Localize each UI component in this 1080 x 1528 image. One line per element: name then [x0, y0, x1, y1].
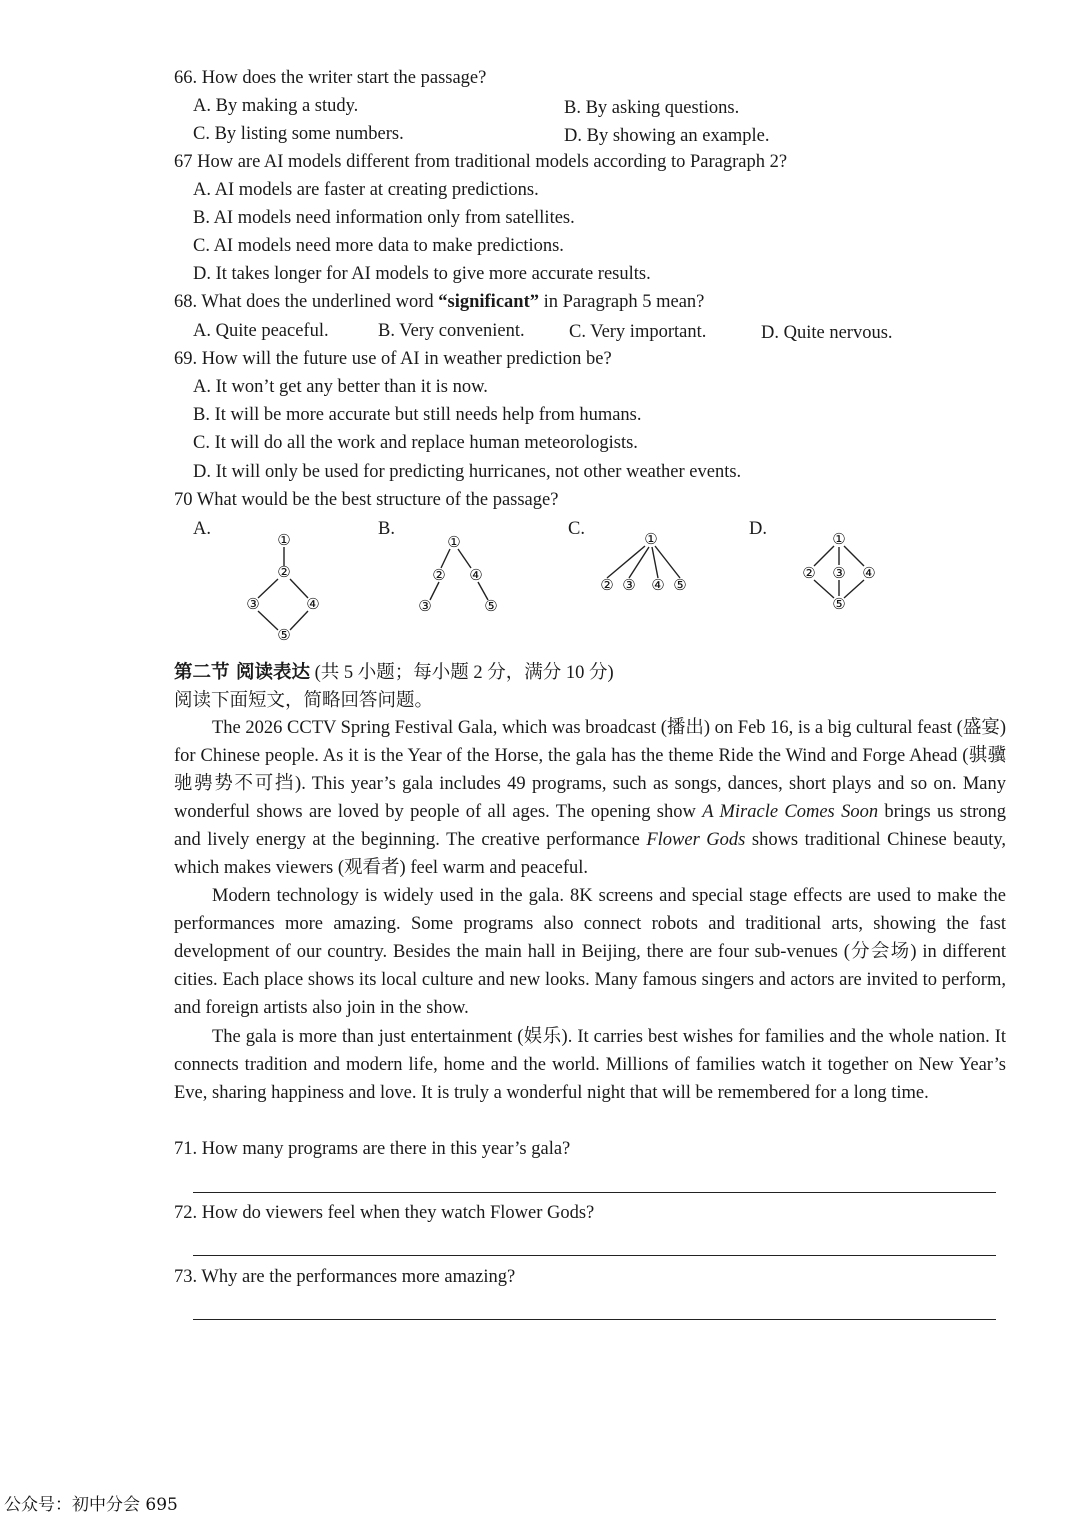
answer-line-71[interactable] [193, 1192, 996, 1193]
node-3: ③ [832, 564, 846, 582]
question-66-option-a: A. By making a study. [193, 96, 359, 116]
question-66-option-b: B. By asking questions. [564, 98, 740, 118]
question-68-option-c: C. Very important. [569, 322, 707, 342]
node-1: ① [832, 530, 846, 548]
node-3: ③ [246, 595, 260, 613]
question-71: 71. How many programs are there in this year’s gala? [174, 1139, 571, 1159]
node-5: ⑤ [832, 595, 846, 613]
node-2: ② [600, 576, 614, 594]
node-5: ⑤ [484, 597, 498, 615]
passage-paragraph-3: The gala is more than just entertainment (娱乐). It carries best wishes for families and the whole nation. It connects tradition and modern life, home and the world. Millions of families watch it together on New Year’s Eve, sharing happiness and love. It is truly a wonderful night that will be remembered for a long time. [174, 1027, 1006, 1103]
passage-p1-part-c: shows traditional Chinese beauty, which makes viewers (观看者) feel warm and peaceful. [174, 830, 1007, 878]
question-68-stem-before: 68. What does the underlined word [174, 292, 439, 312]
show-title-miracle: A Miracle Comes Soon [702, 802, 879, 822]
structure-diagram-b [408, 530, 508, 620]
question-69-option-a: A. It won’t get any better than it is now. [193, 377, 488, 397]
structure-diagram-c [592, 528, 702, 603]
node-4: ④ [651, 576, 665, 594]
question-69-option-d: D. It will only be used for predicting hurricanes, not other weather events. [193, 462, 742, 482]
question-68-option-a: A. Quite peaceful. [193, 321, 329, 341]
passage-p1-part-a: The 2026 CCTV Spring Festival Gala, which was broadcast (播出) on Feb 16, is a big cultural feast (盛宴) for Chinese people. As it is the Year of the Horse, the gala has the theme Ride the Wind and Forge Ahead (骐骥驰骋势不可挡). This year’s gala includes 49 programs, such as songs, dances, short plays and so on. Many wonderful shows are loved by people of all ages. The opening show [174, 718, 1006, 822]
question-68-option-b: B. Very convenient. [378, 321, 525, 341]
footer-watermark: 公众号：初中分会 695 [4, 1495, 178, 1515]
structure-label-d: D. [749, 519, 767, 539]
structure-label-b: B. [378, 519, 395, 539]
structure-label-c: C. [568, 519, 585, 539]
question-69-option-b: B. It will be more accurate but still needs help from humans. [193, 405, 642, 425]
question-68-option-d: D. Quite nervous. [761, 323, 893, 343]
question-72: 72. How do viewers feel when they watch Flower Gods? [174, 1203, 595, 1223]
node-1: ① [644, 530, 658, 548]
node-5: ⑤ [277, 626, 291, 644]
question-68-stem [174, 292, 704, 313]
question-69-stem: 69. How will the future use of AI in weather prediction be? [174, 349, 612, 369]
answer-line-73[interactable] [193, 1319, 996, 1320]
node-2: ② [432, 566, 446, 584]
question-69-option-c: C. It will do all the work and replace human meteorologists. [193, 433, 638, 453]
show-title-flower-gods: Flower Gods [646, 830, 746, 850]
node-2: ② [277, 563, 291, 581]
question-67-option-c: C. AI models need more data to make predictions. [193, 236, 564, 256]
node-3: ③ [418, 597, 432, 615]
question-73: 73. Why are the performances more amazing? [174, 1267, 516, 1287]
section-2-heading: 第二节 阅读表达 [174, 662, 310, 683]
structure-diagram-a [230, 528, 330, 648]
section-2-heading-line [174, 658, 614, 684]
question-67-option-d: D. It takes longer for AI models to give more accurate results. [193, 264, 651, 284]
node-4: ④ [306, 595, 320, 613]
node-2: ② [802, 564, 816, 582]
answer-line-72[interactable] [193, 1255, 996, 1256]
question-67-stem: 67 How are AI models different from traditional models according to Paragraph 2? [174, 152, 788, 172]
question-68-keyword: “significant” [438, 292, 539, 312]
structure-diagram-d [792, 528, 887, 618]
passage-paragraph-2: Modern technology is widely used in the gala. 8K screens and special stage effects are used to make the performances more amazing. Some programs also connect robots and traditional arts, showing the fast development of our country. Besides the main hall in Beijing, there are four sub-venues (分会场) in different cities. Each place shows its local culture and new looks. Many famous singers and actors are invited to perform, and foreign artists also join in the show. [174, 886, 1006, 1018]
passage-paragraph-1 [174, 714, 1006, 882]
node-3: ③ [622, 576, 636, 594]
passage-p1-part-b: brings us strong and lively energy at the beginning. The creative performance [174, 802, 1007, 850]
question-66-option-c: C. By listing some numbers. [193, 124, 404, 144]
node-1: ① [277, 531, 291, 549]
structure-label-a: A. [193, 519, 211, 539]
question-68-stem-after: in Paragraph 5 mean? [538, 292, 705, 312]
question-66-stem: 66. How does the writer start the passage? [174, 68, 487, 88]
question-70-stem: 70 What would be the best structure of the passage? [174, 490, 559, 510]
node-5: ⑤ [673, 576, 687, 594]
question-67-option-a: A. AI models are faster at creating predictions. [193, 180, 539, 200]
node-4: ④ [469, 566, 483, 584]
section-2-instruction: 阅读下面短文，简略回答问题。 [174, 691, 434, 711]
section-2-info: (共 5 小题；每小题 2 分，满分 10 分) [309, 663, 614, 683]
node-1: ① [447, 533, 461, 551]
question-67-option-b: B. AI models need information only from satellites. [193, 208, 575, 228]
node-4: ④ [862, 564, 876, 582]
question-66-option-d: D. By showing an example. [564, 126, 770, 146]
